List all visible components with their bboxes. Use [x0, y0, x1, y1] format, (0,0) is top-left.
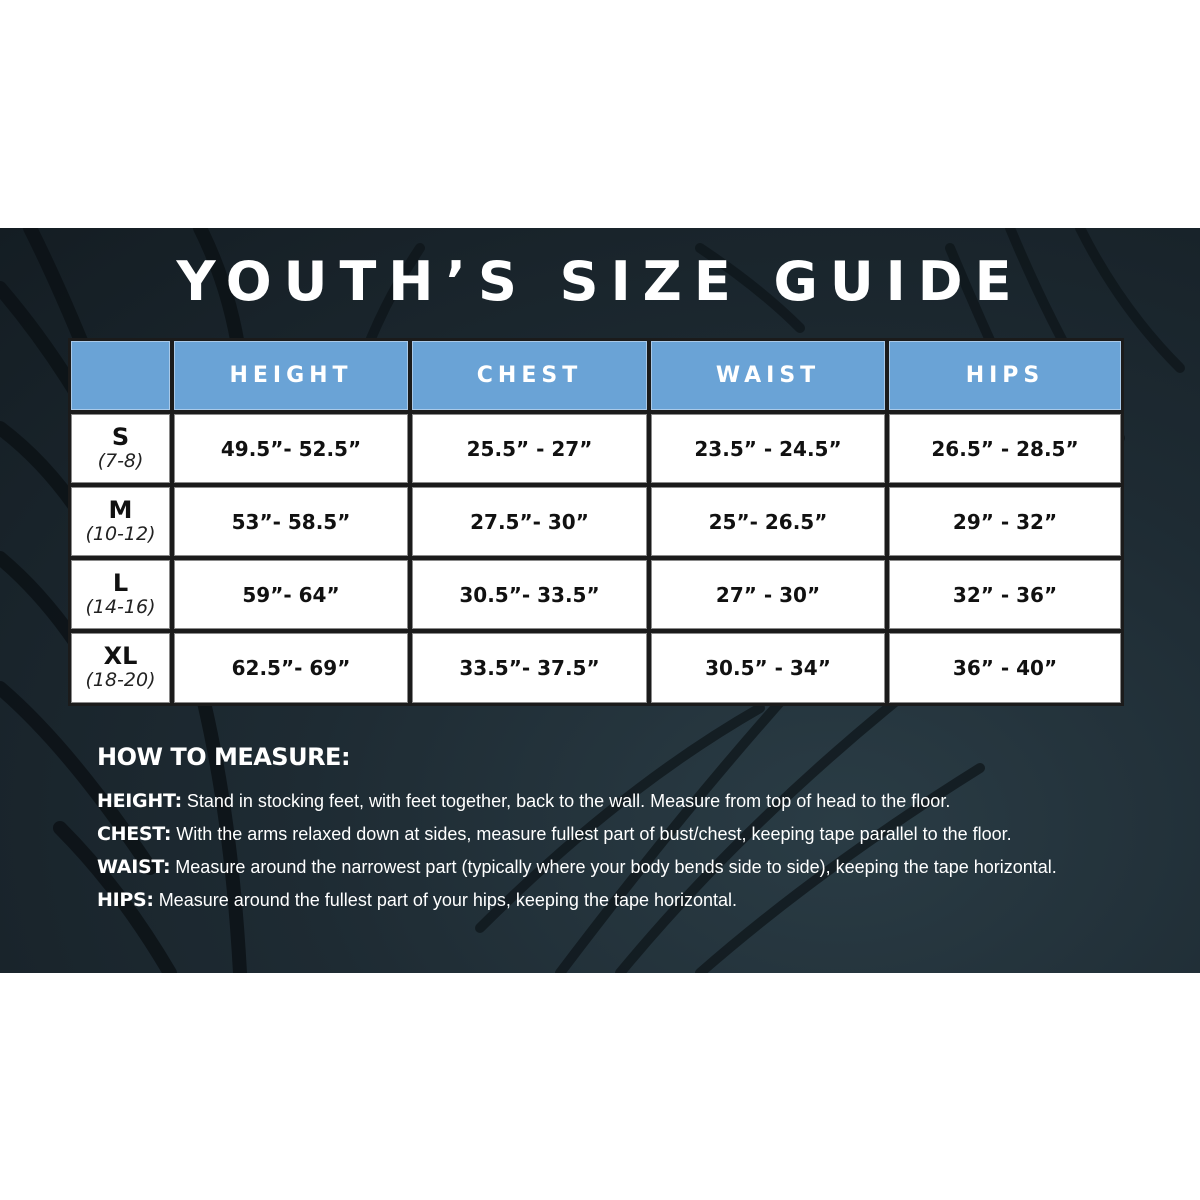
- measure-instruction-hips: [97, 884, 1157, 917]
- table-cell: 32” - 36”: [889, 560, 1121, 629]
- table-cell: 49.5”- 52.5”: [174, 414, 408, 483]
- table-cell: 53”- 58.5”: [174, 487, 408, 556]
- measure-instruction-waist: [97, 851, 1157, 884]
- table-cell: 27” - 30”: [651, 560, 885, 629]
- age-range: (18-20): [85, 669, 156, 691]
- size-letter: XL: [103, 642, 138, 670]
- size-label-s: [71, 414, 170, 483]
- instruction-label: HEIGHT:: [97, 790, 182, 812]
- size-guide-banner: [0, 228, 1200, 973]
- table-cell: 27.5”- 30”: [412, 487, 647, 556]
- instruction-text: Measure around the fullest part of your hips, keeping the tape horizontal.: [153, 890, 738, 910]
- table-cell: 59”- 64”: [174, 560, 408, 629]
- table-cell: 30.5”- 33.5”: [412, 560, 647, 629]
- table-corner-cell: [71, 341, 170, 410]
- table-cell: 23.5” - 24.5”: [651, 414, 885, 483]
- age-range: (7-8): [97, 449, 144, 472]
- measure-instruction-height: [97, 785, 1157, 818]
- size-letter: S: [111, 422, 130, 451]
- column-header-chest: CHEST: [412, 341, 647, 410]
- instruction-text: Stand in stocking feet, with feet together, back to the wall. Measure from top of head to the floor.: [181, 791, 951, 811]
- how-to-measure-section: [97, 743, 1157, 917]
- page-title: YOUTH’S SIZE GUIDE: [176, 250, 1024, 313]
- table-cell: 25”- 26.5”: [651, 487, 885, 556]
- size-label-xl: [71, 633, 170, 703]
- instruction-text: With the arms relaxed down at sides, measure fullest part of bust/chest, keeping tape parallel to the floor.: [171, 824, 1012, 844]
- table-cell: 30.5” - 34”: [651, 633, 885, 703]
- table-cell: 33.5”- 37.5”: [412, 633, 647, 703]
- size-letter: L: [112, 568, 129, 597]
- age-range: (14-16): [85, 595, 156, 618]
- column-header-height: HEIGHT: [174, 341, 408, 410]
- measure-instruction-chest: [97, 818, 1157, 851]
- instruction-label: CHEST:: [97, 823, 172, 845]
- table-cell: 25.5” - 27”: [412, 414, 647, 483]
- size-letter: M: [108, 495, 133, 524]
- instruction-label: HIPS:: [97, 889, 154, 911]
- table-cell: 36” - 40”: [889, 633, 1121, 703]
- size-label-m: [71, 487, 170, 556]
- column-header-hips: HIPS: [889, 341, 1121, 410]
- size-table: [68, 338, 1124, 706]
- instruction-text: Measure around the narrowest part (typically where your body bends side to side), keeping the tape horizontal.: [170, 857, 1057, 877]
- instruction-label: WAIST:: [97, 856, 171, 878]
- how-to-measure-heading: HOW TO MEASURE:: [97, 743, 351, 771]
- column-header-waist: WAIST: [651, 341, 885, 410]
- table-cell: 29” - 32”: [889, 487, 1121, 556]
- age-range: (10-12): [85, 522, 156, 545]
- table-cell: 62.5”- 69”: [174, 633, 408, 703]
- size-label-l: [71, 560, 170, 629]
- table-cell: 26.5” - 28.5”: [889, 414, 1121, 483]
